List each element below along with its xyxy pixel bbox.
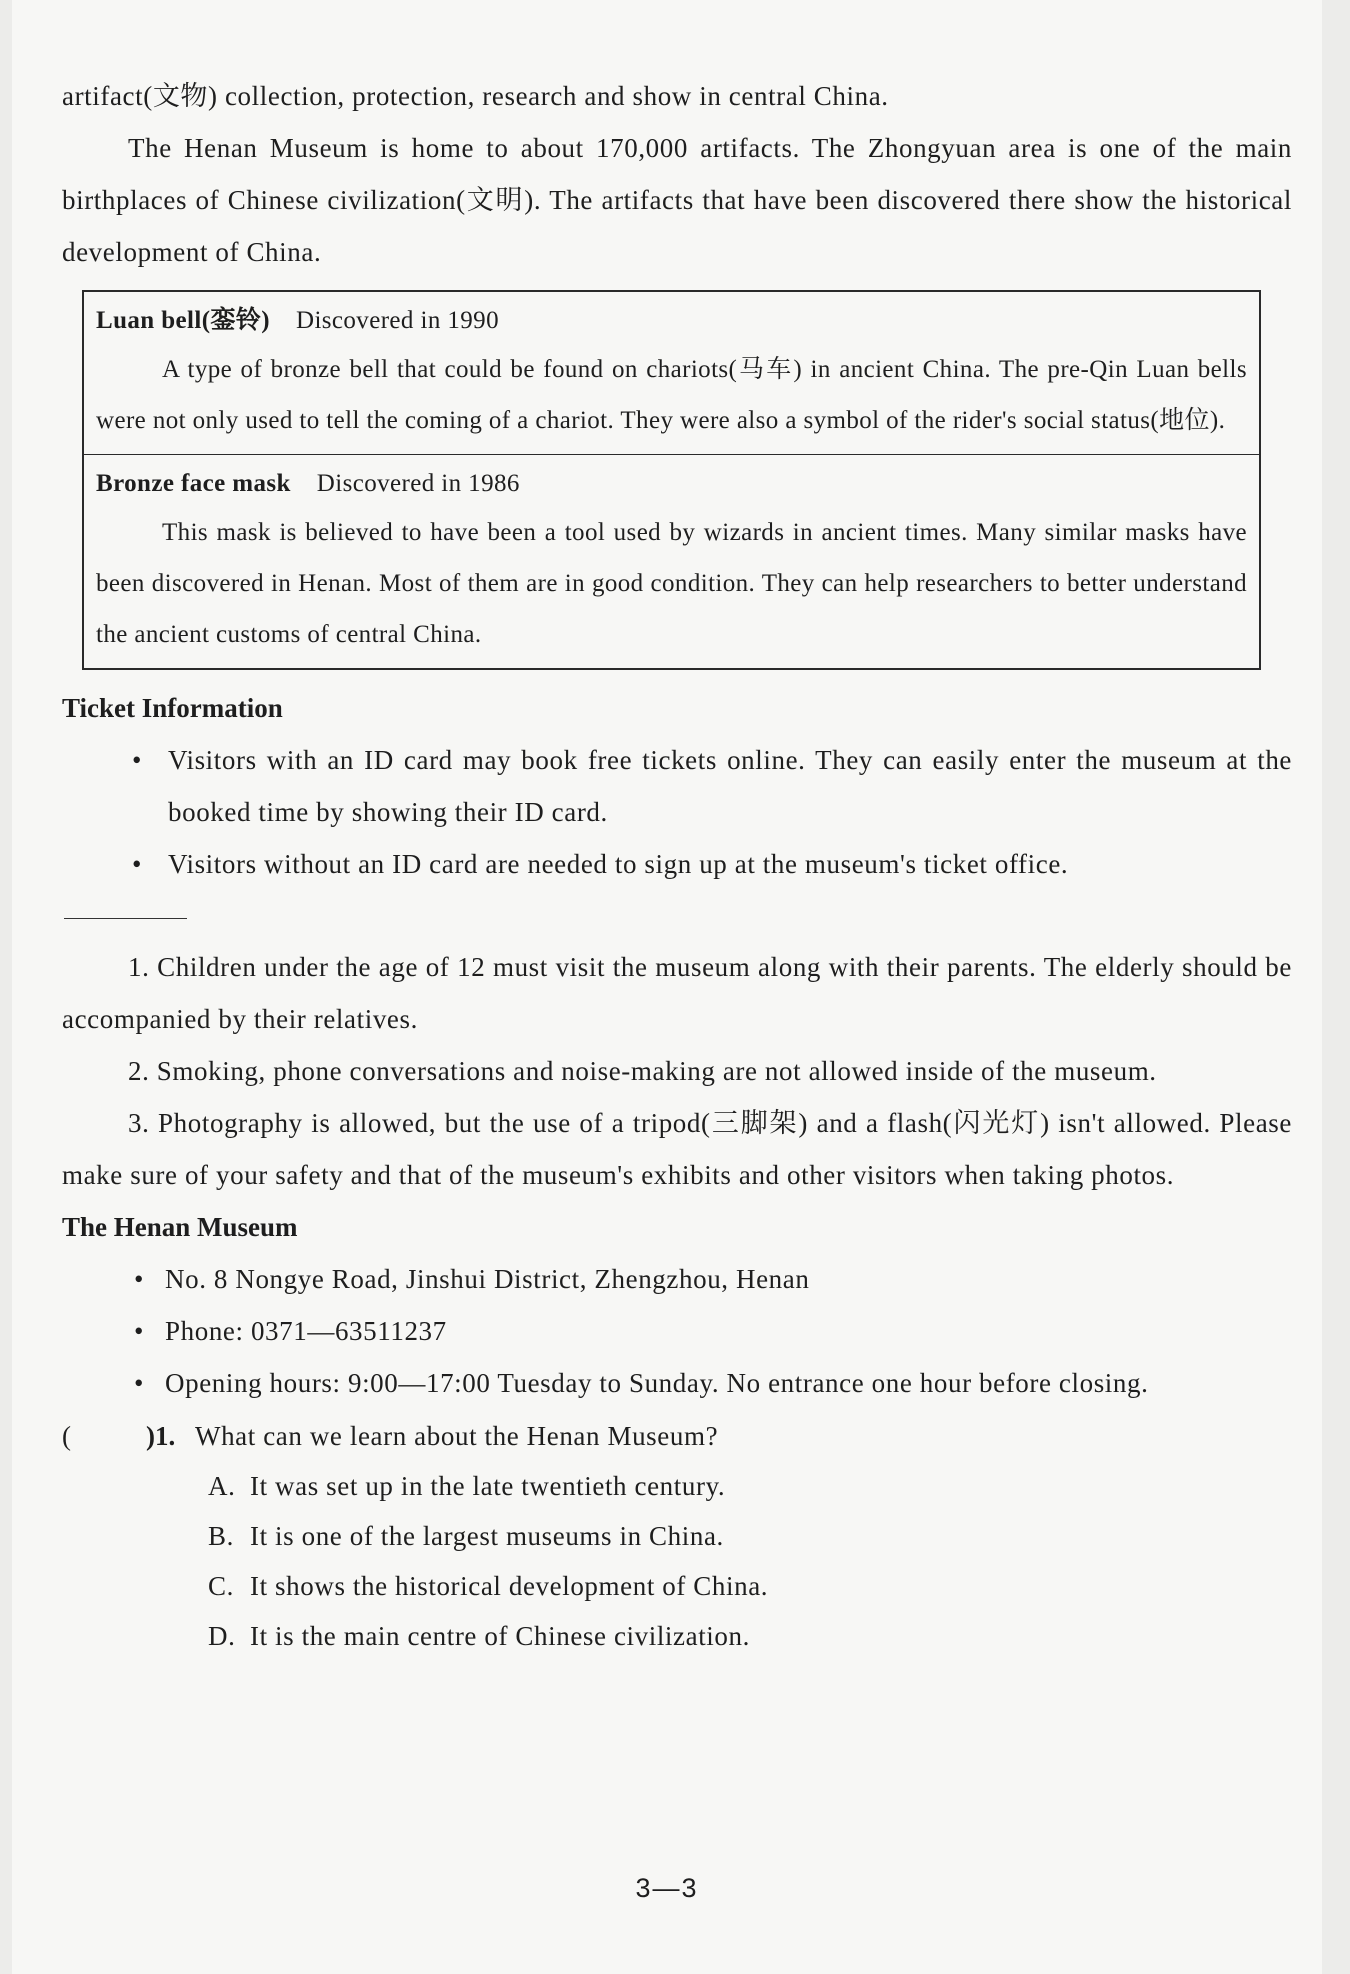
- exhibit-name: Bronze face mask: [96, 470, 291, 497]
- museum-heading: The Henan Museum: [62, 1212, 298, 1242]
- ticket-item: • Visitors without an ID card are needed to sign up at the museum's ticket office.: [62, 838, 1292, 890]
- answer-paren-open: (: [62, 1421, 71, 1451]
- option-a: A. It was set up in the late twentieth century.: [208, 1471, 726, 1501]
- rule-item: 1. Children under the age of 12 must visit the museum along with their parents. The elderly should be accompanied by their relatives.: [62, 952, 1292, 1034]
- bullet-icon: •: [134, 1316, 145, 1346]
- option-b: B. It is one of the largest museums in China.: [208, 1521, 724, 1551]
- bullet-icon: •: [132, 745, 143, 775]
- document-page: [12, 0, 1322, 1974]
- ticket-heading: Ticket Information: [62, 693, 283, 723]
- question-1: [62, 1411, 1292, 1461]
- bullet-icon: •: [132, 849, 143, 879]
- document-content: [62, 70, 1292, 1661]
- page-number: 3—3: [635, 1873, 699, 1903]
- rule-item: 3. Photography is allowed, but the use of a tripod(三脚架) and a flash(闪光灯) isn't allowed. Please make sure of your safety and that of the museum's exhibits and other visitors when taking photos.: [62, 1108, 1292, 1190]
- exhibit-luan-bell: [84, 292, 1259, 454]
- exhibit-description: A type of bronze bell that could be found on chariots(马车) in ancient China. The pre-Qin Luan bells were not only used to tell the coming of a chariot. They were also a symbol of the rider's social status(地位).: [96, 356, 1247, 434]
- ticket-item: • Visitors with an ID card may book free tickets online. They can easily enter the museum at the booked time by showing their ID card.: [62, 734, 1292, 838]
- bullet-icon: •: [134, 1368, 145, 1398]
- museum-hours: • Opening hours: 9:00—17:00 Tuesday to Sunday. No entrance one hour before closing.: [62, 1357, 1292, 1409]
- intro-paragraph: The Henan Museum is home to about 170,000 artifacts. The Zhongyuan area is one of the main birthplaces of Chinese civilization(文明). The artifacts that have been discovered there show the historical development of China.: [62, 133, 1292, 267]
- museum-phone: • Phone: 0371—63511237: [62, 1305, 1292, 1357]
- exhibit-description: This mask is believed to have been a tool used by wizards in ancient times. Many similar masks have been discovered in Henan. Most of them are in good condition. They can help researchers to better understand the ancient customs of central China.: [96, 519, 1247, 648]
- rule-item: 2. Smoking, phone conversations and noise-making are not allowed inside of the museum.: [128, 1056, 1157, 1086]
- answer-paren-close: )1.: [146, 1421, 176, 1451]
- option-c: C. It shows the historical development of China.: [208, 1571, 769, 1601]
- exhibit-name: Luan bell(銮铃): [96, 307, 270, 334]
- option-d: D. It is the main centre of Chinese civilization.: [208, 1621, 750, 1651]
- exhibits-box: [82, 290, 1261, 670]
- question-text: What can we learn about the Henan Museum?: [195, 1421, 719, 1451]
- answer-blank-line: [64, 918, 187, 919]
- museum-address: • No. 8 Nongye Road, Jinshui District, Zhengzhou, Henan: [62, 1253, 1292, 1305]
- exhibit-date: Discovered in 1990: [295, 307, 499, 334]
- intro-line: artifact(文物) collection, protection, research and show in central China.: [62, 81, 889, 111]
- exhibit-header: [96, 298, 1247, 344]
- exhibit-bronze-mask: [84, 454, 1259, 668]
- exhibit-date: Discovered in 1986: [316, 470, 520, 497]
- exhibit-header: [96, 461, 1247, 507]
- bullet-icon: •: [134, 1264, 145, 1294]
